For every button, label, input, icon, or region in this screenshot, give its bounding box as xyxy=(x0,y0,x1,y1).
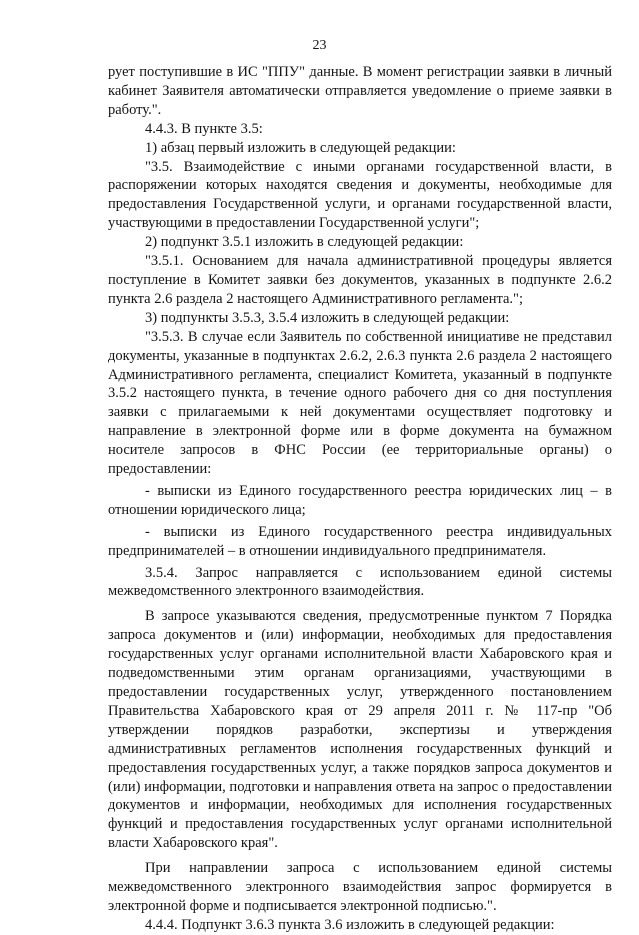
paragraph-item-1: 1) абзац первый изложить в следующей редакции: xyxy=(145,139,456,156)
paragraph-section-4-4-4: 4.4.4. Подпункт 3.6.3 пункта 3.6 изложить в следующей редакции: xyxy=(145,916,555,933)
paragraph-quote-3-5-3: "3.5.3. В случае если Заявитель по собственной инициативе не представил документы, указанные в подпунктах 2.6.2, 2.6.3 пункта 2.6 раздела 2 настоящего Административного регламента, специалист Комитета, указанный в подпункте 3.5.2 настоящего пункта, в течение одного рабочего дня со дня поступления заявки с прилагаемыми к ней документами осуществляет подготовку и направление в электронной форме или в форме документа на бумажном носителе запросов в ФНС России (ее территориальные органы) о предоставлении: xyxy=(108,328,612,478)
paragraph-3-5-4: 3.5.4. Запрос направляется с использованием единой системы межведомственного электронного взаимодействия. xyxy=(108,564,612,600)
paragraph-continuation: рует поступившие в ИС "ППУ" данные. В момент регистрации заявки в личный кабинет Заявителя автоматически отправляется уведомление о приеме заявки в работу.". xyxy=(108,64,612,118)
document-body xyxy=(108,63,612,935)
paragraph-item-3: 3) подпункты 3.5.3, 3.5.4 изложить в следующей редакции: xyxy=(145,309,510,326)
paragraph-section-4-4-3: 4.4.3. В пункте 3.5: xyxy=(145,120,263,137)
paragraph-item-2: 2) подпункт 3.5.1 изложить в следующей редакции: xyxy=(145,234,464,251)
paragraph-bullet-entrepreneurs: - выписки из Единого государственного реестра индивидуальных предпринимателей – в отношении индивидуального предпринимателя. xyxy=(108,523,612,559)
paragraph-request-contents: В запросе указываются сведения, предусмотренные пунктом 7 Порядка запроса документов и (или) информации, необходимых для предоставления государственных услуг органами исполнительной власти Хабаровского края и подведомственными этим органам организациями, участвующими в предоставлении государственных услуг, утвержденного постановлением Правительства Хабаровского края от 29 апреля 2011 г. № 117-пр "Об утверждении порядков разработки, экспертизы и утверждения административных регламентов исполнения государственных функций и предоставления государственных услуг, а также порядков запроса документов и (или) информации, подготовки и направления ответа на запрос о предоставлении документов и информации, необходимых для исполнения государственных функций и предоставления государственных услуг органами исполнительной власти Хабаровского края". xyxy=(108,608,612,852)
paragraph-request-format: При направлении запроса с использованием единой системы межведомственного электронного взаимодействия запрос формируется в электронной форме и подписывается электронной подписью.". xyxy=(108,860,612,914)
paragraph-bullet-legal-entities: - выписки из Единого государственного реестра юридических лиц – в отношении юридического лица; xyxy=(108,482,612,518)
paragraph-quote-3-5-1: "3.5.1. Основанием для начала административной процедуры является поступление в Комитет заявки без документов, указанных в подпункте 2.6.2 пункта 2.6 раздела 2 настоящего Административного регламента."; xyxy=(108,253,612,307)
page-number: 23 xyxy=(312,38,327,53)
paragraph-quote-3-5: "3.5. Взаимодействие с иными органами государственной власти, в распоряжении которых находятся сведения и документы, необходимые для предоставления Государственной услуги, и органами государственной власти, участвующими в предоставлении Государственной услуги"; xyxy=(108,158,612,232)
